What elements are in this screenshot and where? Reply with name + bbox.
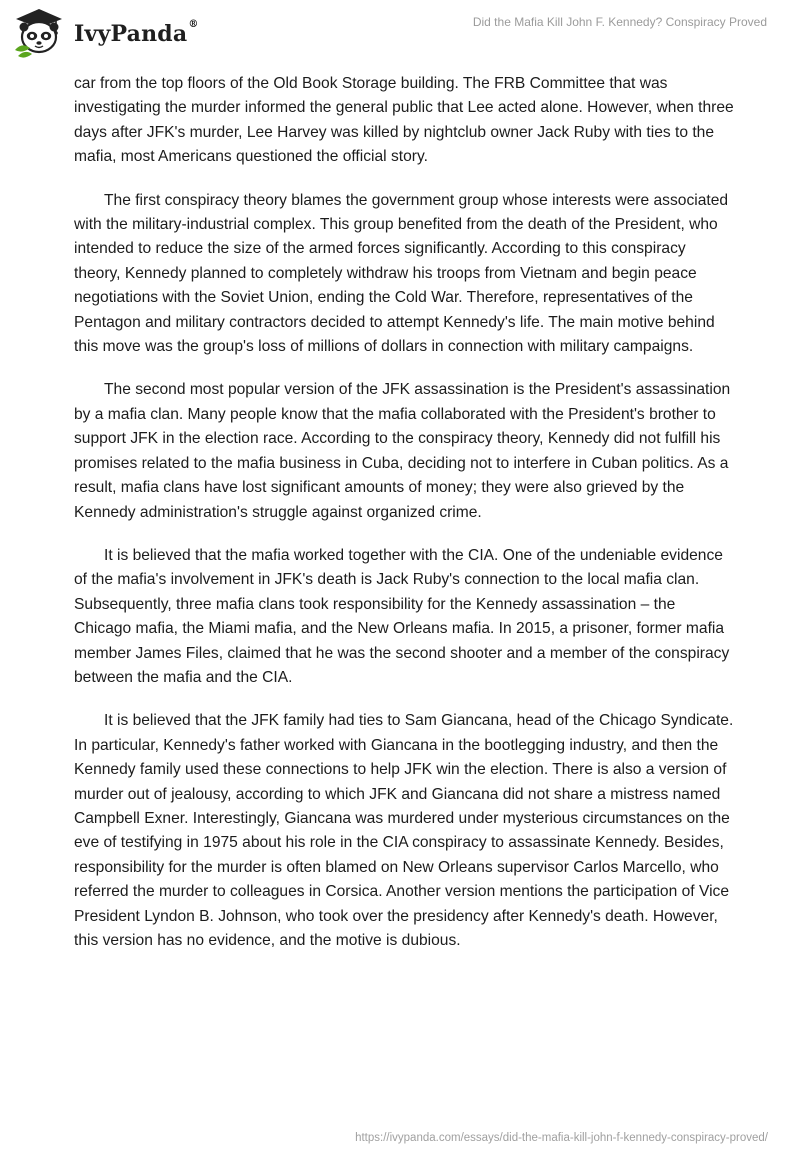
source-url-link[interactable]: https://ivypanda.com/essays/did-the-mafia-kill-john-f-kennedy-conspiracy-proved/ bbox=[355, 1132, 768, 1144]
panda-graduate-icon bbox=[12, 6, 66, 60]
essay-body bbox=[74, 72, 734, 972]
paragraph: It is believed that the mafia worked together with the CIA. One of the undeniable evidence of the mafia's involvement in JFK's death is Jack Ruby's connection to the local mafia clan. Subsequently, three mafia clans took responsibility for the Kennedy assassination – the Chicago mafia, the Miami mafia, and the New Orleans mafia. In 2015, a prisoner, former mafia member James Files, claimed that he was the second shooter and a member of the conspiracy between the mafia and the CIA. bbox=[74, 546, 730, 686]
page-header bbox=[0, 0, 800, 64]
paragraph: It is believed that the JFK family had ties to Sam Giancana, head of the Chicago Syndicate. In particular, Kennedy's father worked with Giancana in the bootlegging industry, and then the Kennedy family used these connections to help JFK win the election. There is also a version of murder out of jealousy, according to which JFK and Giancana did not share a mistress named Campbell Exner. Interestingly, Giancana was murdered under mysterious circumstances on the eve of testifying in 1975 about his role in the CIA conspiracy to assassinate Kennedy. Besides, responsibility for the murder is often blamed on New Orleans supervisor Carlos Marcello, who referred the murder to colleagues in Corsica. Another version mentions the participation of Vice President Lyndon B. Johnson, who took over the presidency after Kennedy's death. However, this version has no evidence, and the motive is dubious. bbox=[74, 712, 734, 949]
registered-mark: ® bbox=[188, 19, 199, 30]
paragraph: The first conspiracy theory blames the government group whose interests were associated with the military-industrial complex. This group benefited from the death of the President, who intended to reduce the size of the armed forces significantly. According to this conspiracy theory, Kennedy planned to completely withdraw his troops from Vietnam and begin peace negotiations with the Soviet Union, ending the Cold War. Therefore, representatives of the Pentagon and military contractors decided to attempt Kennedy's life. The main motive behind this move was the group's loss of millions of dollars in connection with military campaigns. bbox=[74, 191, 729, 356]
ivypanda-logo[interactable] bbox=[12, 6, 199, 60]
brand-name: IvyPanda® bbox=[74, 19, 199, 47]
document-title: Did the Mafia Kill John F. Kennedy? Conspiracy Proved bbox=[472, 15, 767, 29]
paragraph: The second most popular version of the JFK assassination is the President's assassination by a mafia clan. Many people know that the mafia collaborated with the President's brother to support JFK in the election race. According to the conspiracy theory, Kennedy did not fulfill his promises related to the mafia business in Cuba, deciding not to interfere in Cuban politics. As a result, mafia clans have lost significant amounts of money; they were also grieved by the Kennedy administration's struggle against organized crime. bbox=[74, 381, 731, 521]
paragraph: car from the top floors of the Old Book Storage building. The FRB Committee that was investigating the murder informed the general public that Lee acted alone. However, when three days after JFK's murder, Lee Harvey was killed by nightclub owner Jack Ruby with ties to the mafia, most Americans questioned the official story. bbox=[74, 75, 734, 166]
